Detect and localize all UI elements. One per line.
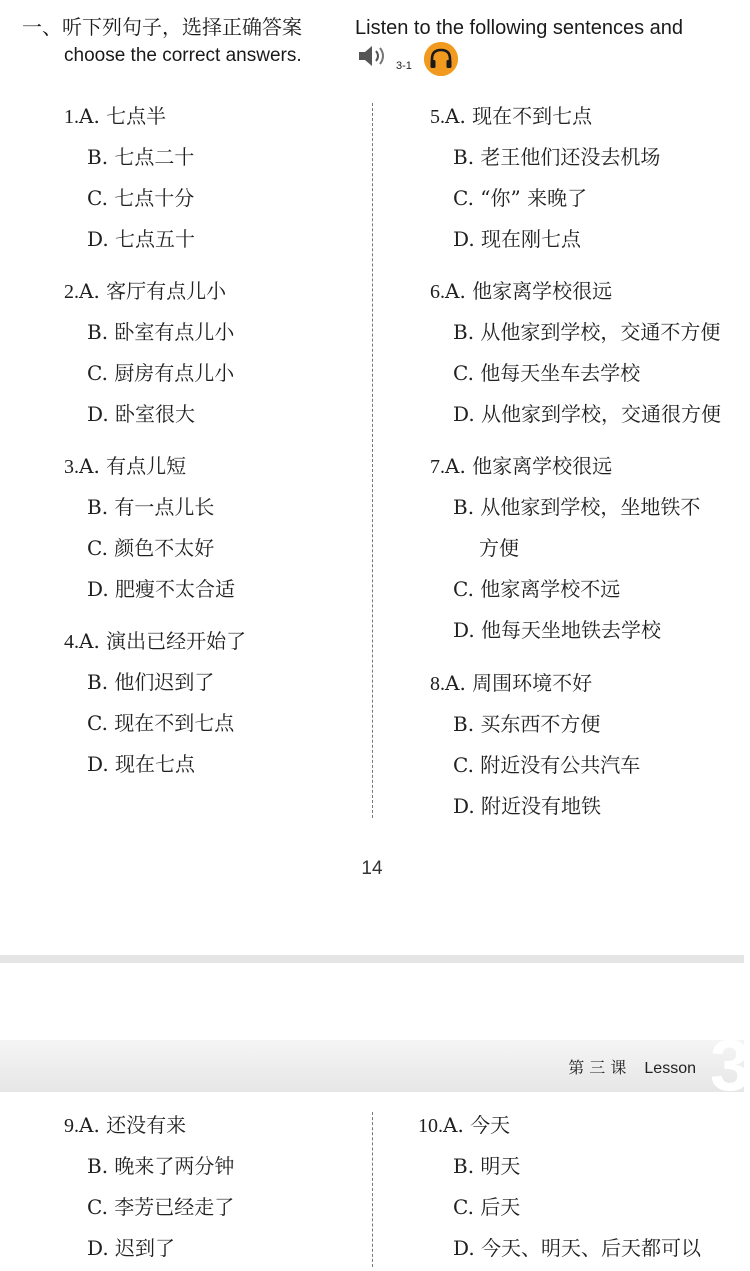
question-5-option-b: B. 老王他们还没去机场: [453, 145, 661, 169]
option-text: A. 七点半: [79, 104, 167, 128]
question-number: 7.: [430, 456, 445, 478]
question-5-option-d: D. 现在刚七点: [453, 227, 582, 251]
headphones-icon[interactable]: [424, 42, 458, 76]
question-number: 2.: [64, 281, 79, 303]
question-6-option-d: D. 从他家到学校，交通很方便: [453, 402, 722, 426]
question-3-option-d: D. 肥瘦不太合适: [87, 577, 236, 601]
question-10-option-b: B. 明天: [453, 1154, 521, 1178]
instruction-en-line1: Listen to the following sentences and: [355, 17, 683, 39]
question-9-option-a: [64, 1113, 186, 1138]
question-number: 1.: [64, 106, 79, 128]
question-number: 8.: [430, 673, 445, 695]
question-10-option-d: D. 今天、明天、后天都可以: [453, 1236, 702, 1260]
question-5-option-a: [430, 104, 592, 129]
column-divider: [372, 103, 373, 818]
option-text: A. 周围环境不好: [445, 671, 593, 695]
audio-track-number: 3-1: [396, 60, 412, 72]
question-7-option-a: [430, 454, 612, 479]
option-text: A. 客厅有点儿小: [79, 279, 227, 303]
question-8-option-a: [430, 671, 592, 696]
option-text: A. 现在不到七点: [445, 104, 593, 128]
lesson-title-en: Lesson: [644, 1060, 696, 1077]
question-5-option-c: C. “你” 来晚了: [453, 186, 588, 210]
speaker-icon[interactable]: [357, 42, 389, 70]
option-text: A. 他家离学校很远: [445, 279, 613, 303]
question-1-option-c: C. 七点十分: [87, 186, 195, 210]
question-4-option-a: [64, 629, 246, 654]
instruction-zh: 一、听下列句子，选择正确答案: [22, 17, 302, 39]
question-9-option-d: D. 迟到了: [87, 1236, 176, 1260]
question-7-option-d: D. 他每天坐地铁去学校: [453, 618, 662, 642]
option-text: A. 他家离学校很远: [445, 454, 613, 478]
question-2-option-c: C. 厨房有点儿小: [87, 361, 235, 385]
option-text: A. 还没有来: [79, 1113, 187, 1137]
column-divider-page2: [372, 1112, 373, 1267]
lesson-title-zh: 第 三 课: [568, 1058, 627, 1077]
question-2-option-d: D. 卧室很大: [87, 402, 196, 426]
lesson-number: 3: [709, 1026, 750, 1106]
question-1-option-d: D. 七点五十: [87, 227, 196, 251]
question-number: 3.: [64, 456, 79, 478]
question-6-option-c: C. 他每天坐车去学校: [453, 361, 641, 385]
question-4-option-d: D. 现在七点: [87, 752, 196, 776]
instruction-en-line2: choose the correct answers.: [64, 45, 302, 66]
option-text: A. 今天: [443, 1113, 511, 1137]
option-text: A. 演出已经开始了: [79, 629, 247, 653]
question-8-option-b: B. 买东西不方便: [453, 712, 601, 736]
question-number: 5.: [430, 106, 445, 128]
question-8-option-d: D. 附近没有地铁: [453, 794, 602, 818]
question-1-option-a: [64, 104, 166, 129]
question-number: 10.: [418, 1115, 443, 1137]
question-6-option-a: [430, 279, 612, 304]
question-1-option-b: B. 七点二十: [87, 145, 195, 169]
question-2-option-b: B. 卧室有点儿小: [87, 320, 235, 344]
question-2-option-a: [64, 279, 226, 304]
question-10-option-a: [418, 1113, 510, 1138]
question-8-option-c: C. 附近没有公共汽车: [453, 753, 641, 777]
question-6-option-b: B. 从他家到学校，交通不方便: [453, 320, 721, 344]
question-number: 6.: [430, 281, 445, 303]
option-continuation: 方便: [479, 536, 519, 560]
question-number: 9.: [64, 1115, 79, 1137]
question-4-option-c: C. 现在不到七点: [87, 711, 235, 735]
question-3-option-a: [64, 454, 186, 479]
option-text: A. 有点儿短: [79, 454, 187, 478]
lesson-header: [568, 1055, 696, 1078]
question-4-option-b: B. 他们迟到了: [87, 670, 215, 694]
question-number: 4.: [64, 631, 79, 653]
page-gap: [0, 955, 744, 963]
question-10-option-c: C. 后天: [453, 1195, 521, 1219]
question-7-option-c: C. 他家离学校不远: [453, 577, 621, 601]
question-9-option-b: B. 晚来了两分钟: [87, 1154, 235, 1178]
question-3-option-b: B. 有一点儿长: [87, 495, 215, 519]
page-number: 14: [361, 858, 383, 879]
question-3-option-c: C. 颜色不太好: [87, 536, 215, 560]
question-7-option-b: B. 从他家到学校，坐地铁不: [453, 495, 701, 519]
question-9-option-c: C. 李芳已经走了: [87, 1195, 235, 1219]
